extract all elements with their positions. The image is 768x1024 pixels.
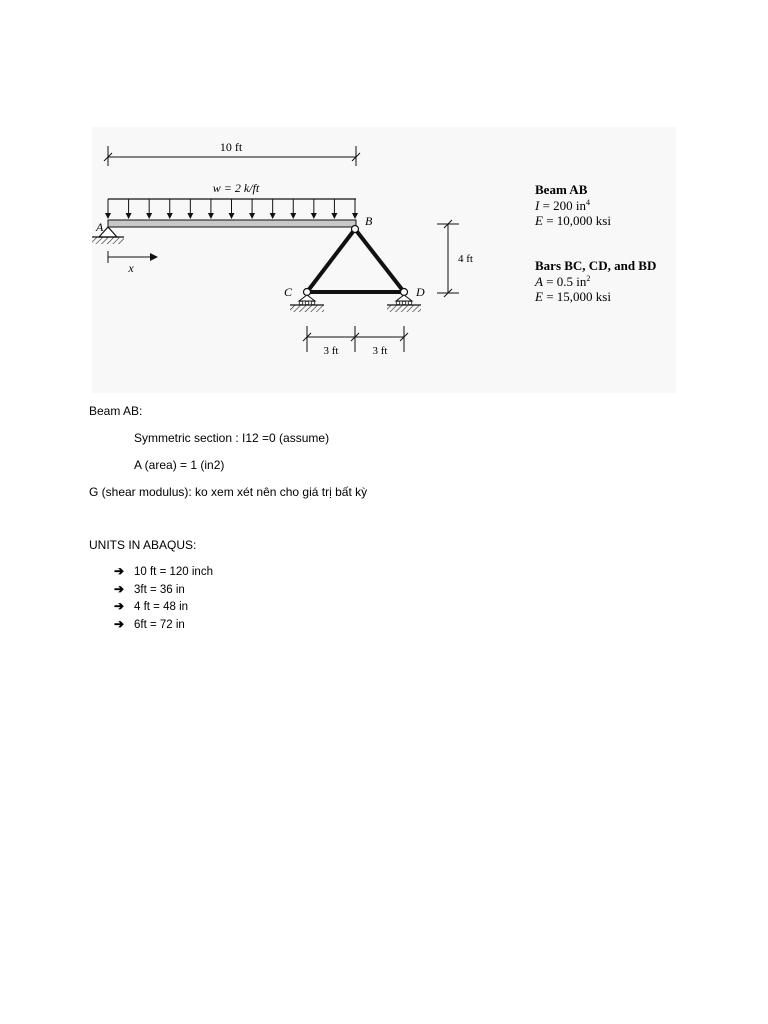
load-label: w = 2 k/ft [212, 181, 260, 195]
shear-modulus-note: G (shear modulus): ko xem xét nên cho giá trị bất kỳ [89, 485, 368, 499]
unit-conversion: 6ft = 72 in [134, 618, 185, 631]
list-item [114, 617, 213, 635]
unit-conversion: 4 ft = 48 in [134, 601, 189, 613]
node-c-label: C [284, 285, 293, 299]
load-arrows [105, 199, 358, 219]
units-heading: UNITS IN ABAQUS: [89, 538, 197, 552]
area-exponent: 2 [586, 273, 591, 283]
unit-conversion: 3ft = 36 in [134, 583, 185, 596]
load-arrow-head [105, 213, 111, 219]
symmetric-section-note: Symmetric section : I12 =0 (assume) [134, 431, 330, 445]
beam-modulus-value: = 10,000 ksi [542, 213, 611, 228]
dimension-3ft-right-label: 3 ft [372, 345, 388, 357]
arrow-icon: ➔ [114, 599, 125, 613]
beam-properties [535, 182, 611, 229]
bars-modulus-symbol: E [535, 289, 543, 304]
bars-properties [535, 258, 656, 305]
load-arrow-head [311, 213, 317, 219]
area-value: = 0.5 in [542, 273, 587, 289]
dimension-4ft [437, 220, 473, 297]
dimension-4ft-label: 4 ft [458, 253, 473, 265]
load-arrow-head [146, 213, 152, 219]
load-arrow-head [270, 213, 276, 219]
arrow-icon: ➔ [114, 616, 125, 631]
bars-modulus [535, 289, 656, 305]
beam-truss-diagram [0, 0, 768, 400]
unit-conversion: 10 ft = 120 inch [134, 566, 213, 578]
load-arrow-head [249, 213, 255, 219]
node-b-label: B [365, 214, 373, 228]
load-arrow-head [352, 213, 358, 219]
truss-bc-cd-bd [307, 229, 404, 292]
dimension-10ft [104, 140, 360, 166]
inertia-symbol: I [535, 197, 540, 213]
bars-title: Bars BC, CD, and BD [535, 258, 657, 273]
distributed-load [105, 181, 358, 219]
area-symbol: A [535, 273, 543, 289]
beam-ab [108, 220, 356, 227]
area-note: A (area) = 1 (in2) [134, 458, 225, 472]
arrow-icon: ➔ [114, 581, 125, 596]
beam-ab-title: Beam AB [535, 182, 588, 197]
load-arrow-head [331, 213, 337, 219]
x-label: x [128, 261, 134, 275]
joint-b [352, 226, 359, 233]
load-arrow-head [126, 213, 132, 219]
bars-modulus-value: = 15,000 ksi [542, 289, 611, 304]
units-list [114, 564, 213, 634]
load-arrow-head [290, 213, 296, 219]
dimension-3ft-3ft [303, 326, 408, 357]
bars-area [535, 274, 656, 290]
arrow-icon: ➔ [114, 564, 125, 578]
load-arrow-head [208, 213, 214, 219]
x-axis-arrow [108, 251, 158, 275]
load-arrow-head [187, 213, 193, 219]
list-item [114, 582, 213, 600]
beam-inertia [535, 198, 611, 214]
beam-modulus-symbol: E [535, 213, 543, 228]
dimension-10ft-label: 10 ft [219, 140, 243, 154]
node-d-label: D [416, 285, 425, 299]
load-arrow-head [167, 213, 173, 219]
list-item [114, 599, 213, 617]
dimension-3ft-left-label: 3 ft [323, 345, 339, 357]
load-arrow-head [229, 213, 235, 219]
node-a-label: A [96, 220, 104, 234]
inertia-exponent: 4 [586, 197, 591, 207]
list-item [114, 564, 213, 582]
beam-modulus [535, 213, 611, 229]
inertia-value: = 200 in [539, 197, 587, 213]
beam-heading: Beam AB: [89, 404, 143, 418]
